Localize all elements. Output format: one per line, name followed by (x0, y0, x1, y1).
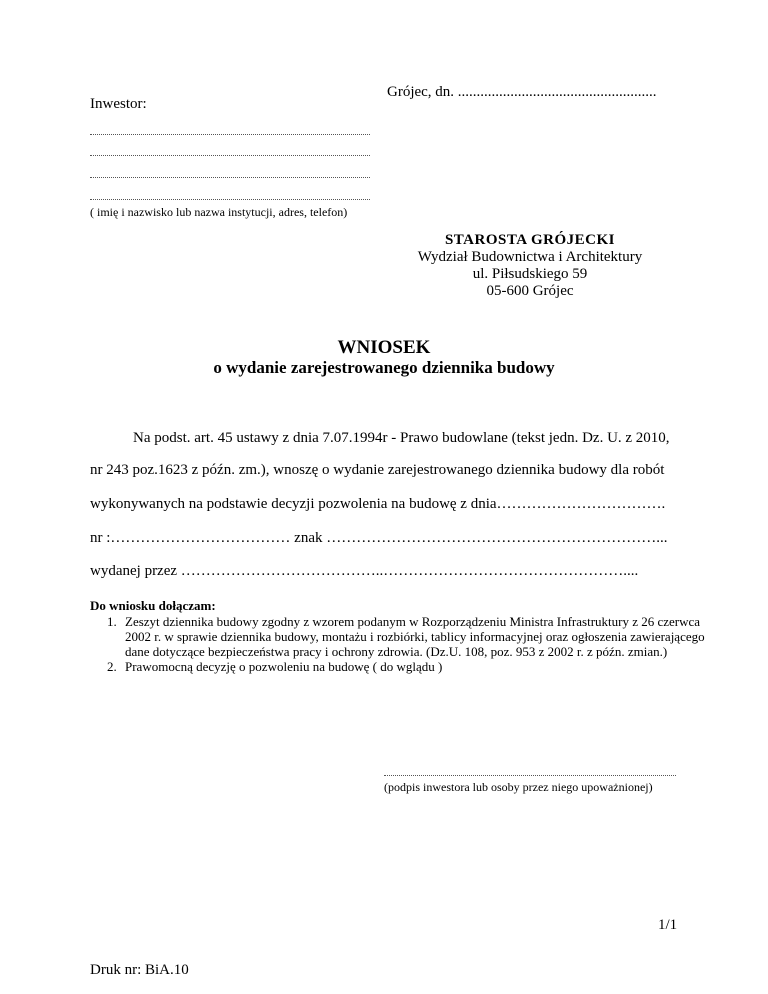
addressee-office: STAROSTA GRÓJECKI (444, 232, 616, 248)
body-line-4: nr :……………………………… znak …………………………………………………………... (90, 530, 668, 546)
body-line-2: nr 243 poz.1623 z późn. zm.), wnoszę o wydanie zarejestrowanego dziennika budowy dla robót (90, 462, 665, 478)
investor-fill-line-2[interactable] (90, 155, 370, 156)
attachment-number-2: 2. (107, 659, 117, 674)
addressee-block (370, 232, 690, 300)
attachment-item-2 (90, 659, 710, 674)
investor-fill-line-3[interactable] (90, 177, 370, 178)
attachment-text-1: Zeszyt dziennika budowy zgodny z wzorem podanym w Rozporządzeniu Ministra Infrastruktury z 26 czerwca 2002 r. w sprawie dziennika budowy, montażu i rozbiórki, tablicy informacyjnej oraz ogłoszenia zawierającego dane dotyczące bezpieczeństwa pracy i ochrony zdrowia. (Dz.U. 108, poz. 953 z 2002 r. z późn. zmian.) (125, 614, 705, 659)
investor-caption: ( imię i nazwisko lub nazwa instytucji, adres, telefon) (90, 205, 348, 219)
body-line-3: wykonywanych na podstawie decyzji pozwolenia na budowę z dnia……………………………. (90, 496, 666, 512)
place-date-line: Grójec, dn. ..................................................... (387, 84, 657, 100)
document-subtitle: o wydanie zarejestrowanego dziennika budowy (213, 358, 555, 377)
page-number: 1/1 (658, 917, 678, 933)
signature-line[interactable] (384, 775, 676, 776)
attachment-item-1 (90, 614, 710, 659)
print-number: Druk nr: BiA.10 (90, 962, 189, 978)
attachments-list (90, 614, 710, 674)
attachment-number-1: 1. (107, 614, 117, 629)
investor-fill-line-1[interactable] (90, 134, 370, 135)
investor-fill-line-4[interactable] (90, 199, 370, 200)
investor-label: Inwestor: (90, 96, 147, 112)
attachments-heading: Do wniosku dołączam: (90, 598, 216, 613)
addressee-department: Wydział Budownictwa i Architektury (417, 249, 643, 265)
addressee-street: ul. Piłsudskiego 59 (472, 266, 588, 282)
signature-caption: (podpis inwestora lub osoby przez niego upoważnionej) (384, 780, 653, 794)
body-line-1: Na podst. art. 45 ustawy z dnia 7.07.1994r - Prawo budowlane (tekst jedn. Dz. U. z 2010, (133, 430, 670, 446)
body-line-5: wydanej przez …………………………………..………………………………………….... (90, 563, 639, 579)
document-title: WNIOSEK (337, 337, 431, 358)
addressee-postal-city: 05-600 Grójec (486, 283, 574, 299)
attachment-text-2: Prawomocną decyzję o pozwoleniu na budowę ( do wglądu ) (125, 659, 443, 674)
